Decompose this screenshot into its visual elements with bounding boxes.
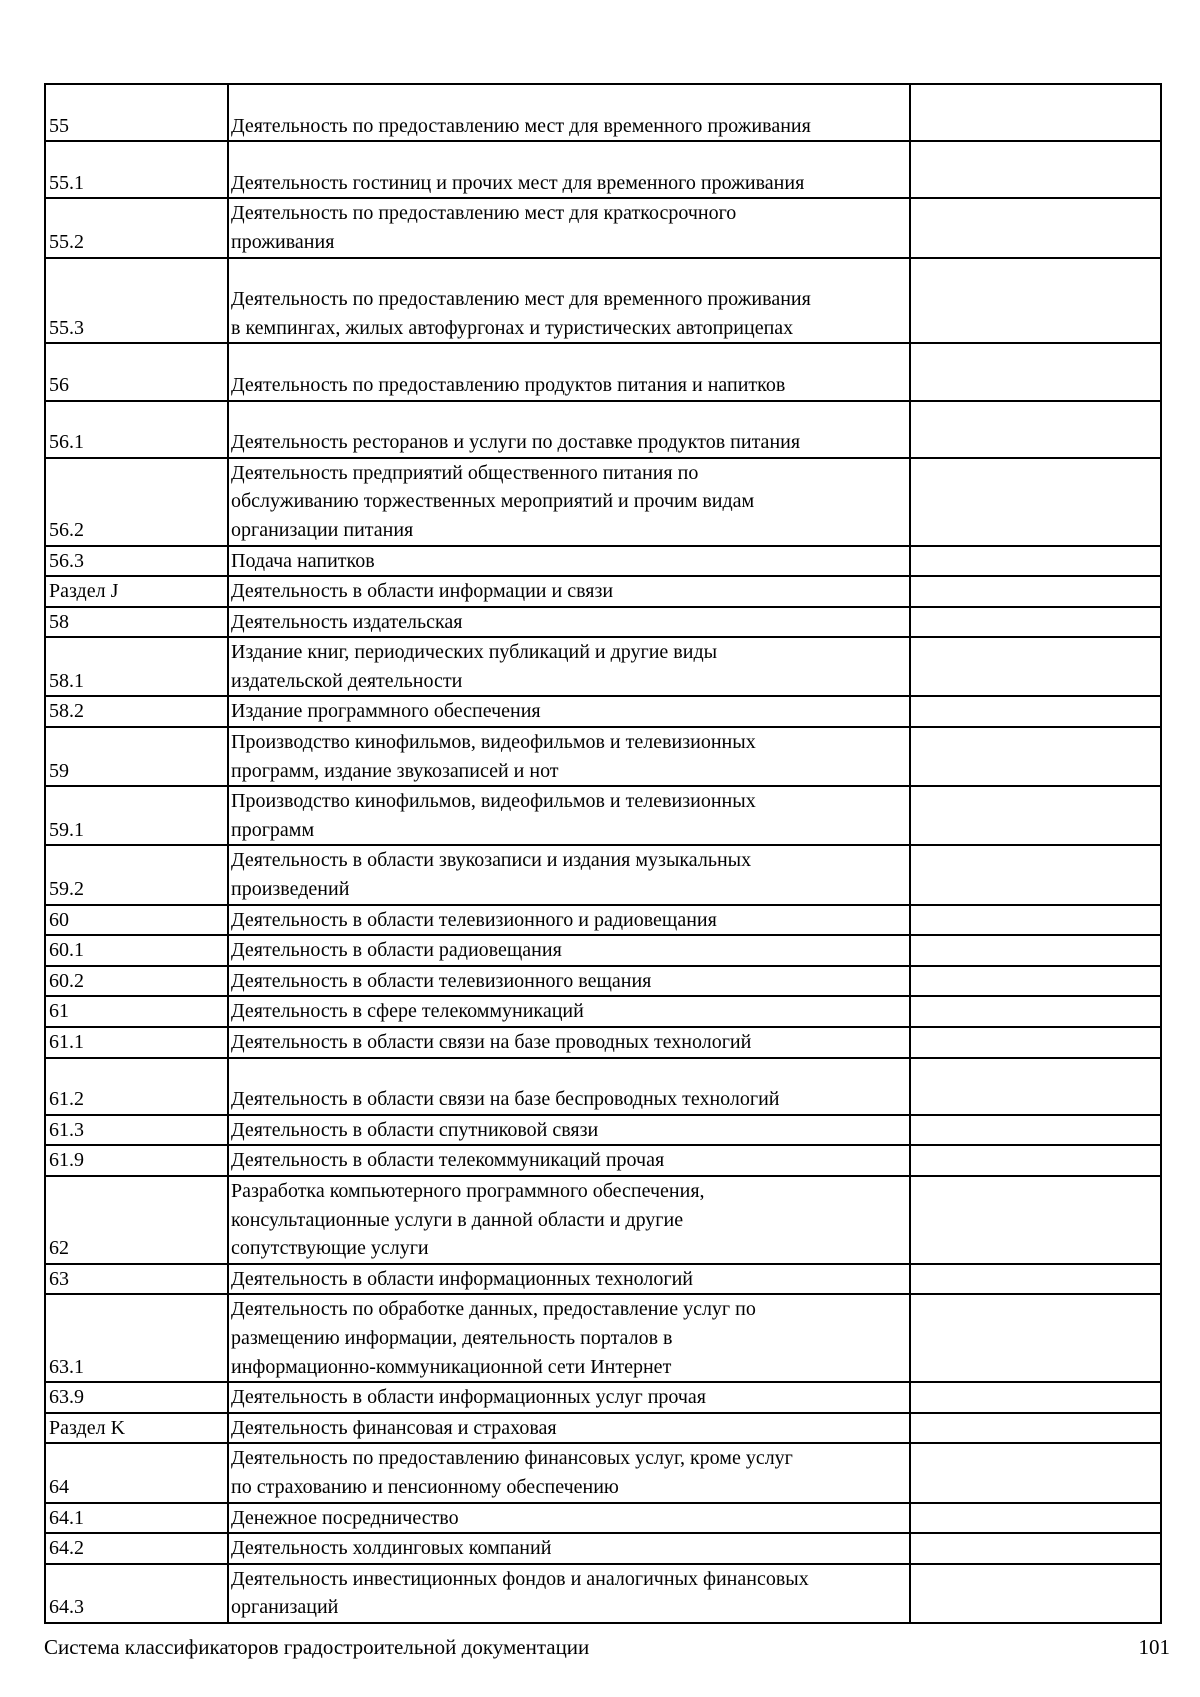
row-name-cell: Деятельность в области связи на базе беспроводных технологий: [228, 1058, 910, 1115]
row-name-cell: Производство кинофильмов, видеофильмов и телевизионных программ: [228, 786, 910, 845]
row-empty-cell: [910, 1413, 1161, 1444]
row-code-cell: 56: [45, 343, 228, 400]
row-empty-cell: [910, 1443, 1161, 1502]
table-row: [45, 401, 1161, 458]
row-name-cell: Деятельность в области телевизионного вещания: [228, 966, 910, 997]
row-code-cell: 63.9: [45, 1382, 228, 1413]
row-empty-cell: [910, 607, 1161, 638]
table-row: [45, 546, 1161, 577]
row-code-cell: 56.2: [45, 458, 228, 546]
row-name-cell: Деятельность в области звукозаписи и издания музыкальных произведений: [228, 845, 910, 904]
row-code-cell: 56.3: [45, 546, 228, 577]
table-row: [45, 935, 1161, 966]
row-empty-cell: [910, 84, 1161, 141]
row-name-cell: Деятельность в области информации и связи: [228, 576, 910, 607]
row-code-cell: 63.1: [45, 1294, 228, 1382]
row-empty-cell: [910, 727, 1161, 786]
row-empty-cell: [910, 1294, 1161, 1382]
row-code-cell: 60: [45, 905, 228, 936]
row-code-cell: 64: [45, 1443, 228, 1502]
row-code-cell: 56.1: [45, 401, 228, 458]
row-code-cell: 58.2: [45, 696, 228, 727]
row-code-cell: 61: [45, 996, 228, 1027]
table-row: [45, 1058, 1161, 1115]
row-code-cell: 55.2: [45, 198, 228, 257]
row-name-cell: Издание программного обеспечения: [228, 696, 910, 727]
row-name-cell: Производство кинофильмов, видеофильмов и телевизионных программ, издание звукозаписей и нот: [228, 727, 910, 786]
row-code-cell: 55.3: [45, 258, 228, 344]
table-row: [45, 966, 1161, 997]
table-row: [45, 458, 1161, 546]
row-code-cell: Раздел J: [45, 576, 228, 607]
row-name-cell: Деятельность в области информационных технологий: [228, 1264, 910, 1295]
table-row: [45, 576, 1161, 607]
row-name-cell: Деятельность предприятий общественного питания по обслуживанию торжественных мероприятий и прочим видам организации питания: [228, 458, 910, 546]
row-name-cell: Деятельность по предоставлению мест для временного проживания в кемпингах, жилых автофургонах и туристических автоприцепах: [228, 258, 910, 344]
table-row: [45, 1027, 1161, 1058]
row-empty-cell: [910, 935, 1161, 966]
table-row: [45, 845, 1161, 904]
row-code-cell: 61.3: [45, 1115, 228, 1146]
row-name-cell: Деятельность по обработке данных, предоставление услуг по размещению информации, деятельность порталов в информационно-коммуникационной сети Интернет: [228, 1294, 910, 1382]
table-row: [45, 637, 1161, 696]
row-name-cell: Разработка компьютерного программного обеспечения, консультационные услуги в данной области и другие сопутствующие услуги: [228, 1176, 910, 1264]
row-code-cell: 58.1: [45, 637, 228, 696]
row-empty-cell: [910, 1145, 1161, 1176]
table-row: [45, 905, 1161, 936]
row-empty-cell: [910, 576, 1161, 607]
row-code-cell: 58: [45, 607, 228, 638]
footer-title: Система классификаторов градостроительной документации: [44, 1635, 590, 1659]
row-empty-cell: [910, 1503, 1161, 1534]
row-code-cell: 64.1: [45, 1503, 228, 1534]
row-name-cell: Деятельность холдинговых компаний: [228, 1533, 910, 1564]
row-code-cell: 60.1: [45, 935, 228, 966]
row-name-cell: Деятельность инвестиционных фондов и аналогичных финансовых организаций: [228, 1564, 910, 1623]
row-name-cell: Деятельность в сфере телекоммуникаций: [228, 996, 910, 1027]
classifier-table: [44, 83, 1162, 1624]
row-code-cell: 63: [45, 1264, 228, 1295]
row-code-cell: 59.1: [45, 786, 228, 845]
row-empty-cell: [910, 637, 1161, 696]
classifier-table-body: [45, 84, 1161, 1623]
table-row: [45, 1264, 1161, 1295]
row-empty-cell: [910, 343, 1161, 400]
row-empty-cell: [910, 401, 1161, 458]
row-code-cell: 62: [45, 1176, 228, 1264]
table-row: [45, 1533, 1161, 1564]
row-code-cell: 61.2: [45, 1058, 228, 1115]
page-footer: [44, 1635, 1170, 1660]
row-empty-cell: [910, 1176, 1161, 1264]
row-empty-cell: [910, 845, 1161, 904]
row-name-cell: Деятельность в области спутниковой связи: [228, 1115, 910, 1146]
table-row: [45, 1176, 1161, 1264]
row-name-cell: Деятельность по предоставлению мест для временного проживания: [228, 84, 910, 141]
table-row: [45, 1382, 1161, 1413]
row-empty-cell: [910, 696, 1161, 727]
row-empty-cell: [910, 1533, 1161, 1564]
row-code-cell: 61.1: [45, 1027, 228, 1058]
row-name-cell: Деятельность ресторанов и услуги по доставке продуктов питания: [228, 401, 910, 458]
row-name-cell: Деятельность издательская: [228, 607, 910, 638]
row-empty-cell: [910, 1058, 1161, 1115]
row-empty-cell: [910, 141, 1161, 198]
row-name-cell: Деятельность гостиниц и прочих мест для временного проживания: [228, 141, 910, 198]
table-row: [45, 1564, 1161, 1623]
row-code-cell: 55: [45, 84, 228, 141]
table-row: [45, 727, 1161, 786]
row-name-cell: Деятельность в области информационных услуг прочая: [228, 1382, 910, 1413]
row-empty-cell: [910, 1382, 1161, 1413]
table-row: [45, 696, 1161, 727]
row-name-cell: Подача напитков: [228, 546, 910, 577]
row-code-cell: 59.2: [45, 845, 228, 904]
table-row: [45, 1413, 1161, 1444]
row-empty-cell: [910, 996, 1161, 1027]
table-row: [45, 84, 1161, 141]
table-row: [45, 607, 1161, 638]
row-name-cell: Деятельность в области телевизионного и радиовещания: [228, 905, 910, 936]
row-empty-cell: [910, 905, 1161, 936]
row-code-cell: Раздел K: [45, 1413, 228, 1444]
table-row: [45, 198, 1161, 257]
table-row: [45, 786, 1161, 845]
table-row: [45, 1115, 1161, 1146]
table-row: [45, 1503, 1161, 1534]
row-code-cell: 64.3: [45, 1564, 228, 1623]
row-name-cell: Деятельность по предоставлению финансовых услуг, кроме услуг по страхованию и пенсионному обеспечению: [228, 1443, 910, 1502]
table-row: [45, 996, 1161, 1027]
row-code-cell: 64.2: [45, 1533, 228, 1564]
page-number: 101: [1138, 1635, 1170, 1659]
row-empty-cell: [910, 786, 1161, 845]
row-name-cell: Деятельность в области телекоммуникаций прочая: [228, 1145, 910, 1176]
table-row: [45, 1294, 1161, 1382]
row-empty-cell: [910, 458, 1161, 546]
row-name-cell: Издание книг, периодических публикаций и другие виды издательской деятельности: [228, 637, 910, 696]
table-row: [45, 1443, 1161, 1502]
row-name-cell: Деятельность в области связи на базе проводных технологий: [228, 1027, 910, 1058]
row-empty-cell: [910, 966, 1161, 997]
row-empty-cell: [910, 1264, 1161, 1295]
table-row: [45, 343, 1161, 400]
table-row: [45, 1145, 1161, 1176]
row-code-cell: 61.9: [45, 1145, 228, 1176]
row-name-cell: Деятельность финансовая и страховая: [228, 1413, 910, 1444]
row-name-cell: Деятельность по предоставлению продуктов питания и напитков: [228, 343, 910, 400]
row-name-cell: Деятельность по предоставлению мест для краткосрочного проживания: [228, 198, 910, 257]
row-name-cell: Денежное посредничество: [228, 1503, 910, 1534]
row-code-cell: 55.1: [45, 141, 228, 198]
row-empty-cell: [910, 1027, 1161, 1058]
row-empty-cell: [910, 1564, 1161, 1623]
row-empty-cell: [910, 198, 1161, 257]
row-empty-cell: [910, 546, 1161, 577]
row-empty-cell: [910, 258, 1161, 344]
table-row: [45, 141, 1161, 198]
row-code-cell: 60.2: [45, 966, 228, 997]
row-empty-cell: [910, 1115, 1161, 1146]
table-row: [45, 258, 1161, 344]
row-name-cell: Деятельность в области радиовещания: [228, 935, 910, 966]
row-code-cell: 59: [45, 727, 228, 786]
